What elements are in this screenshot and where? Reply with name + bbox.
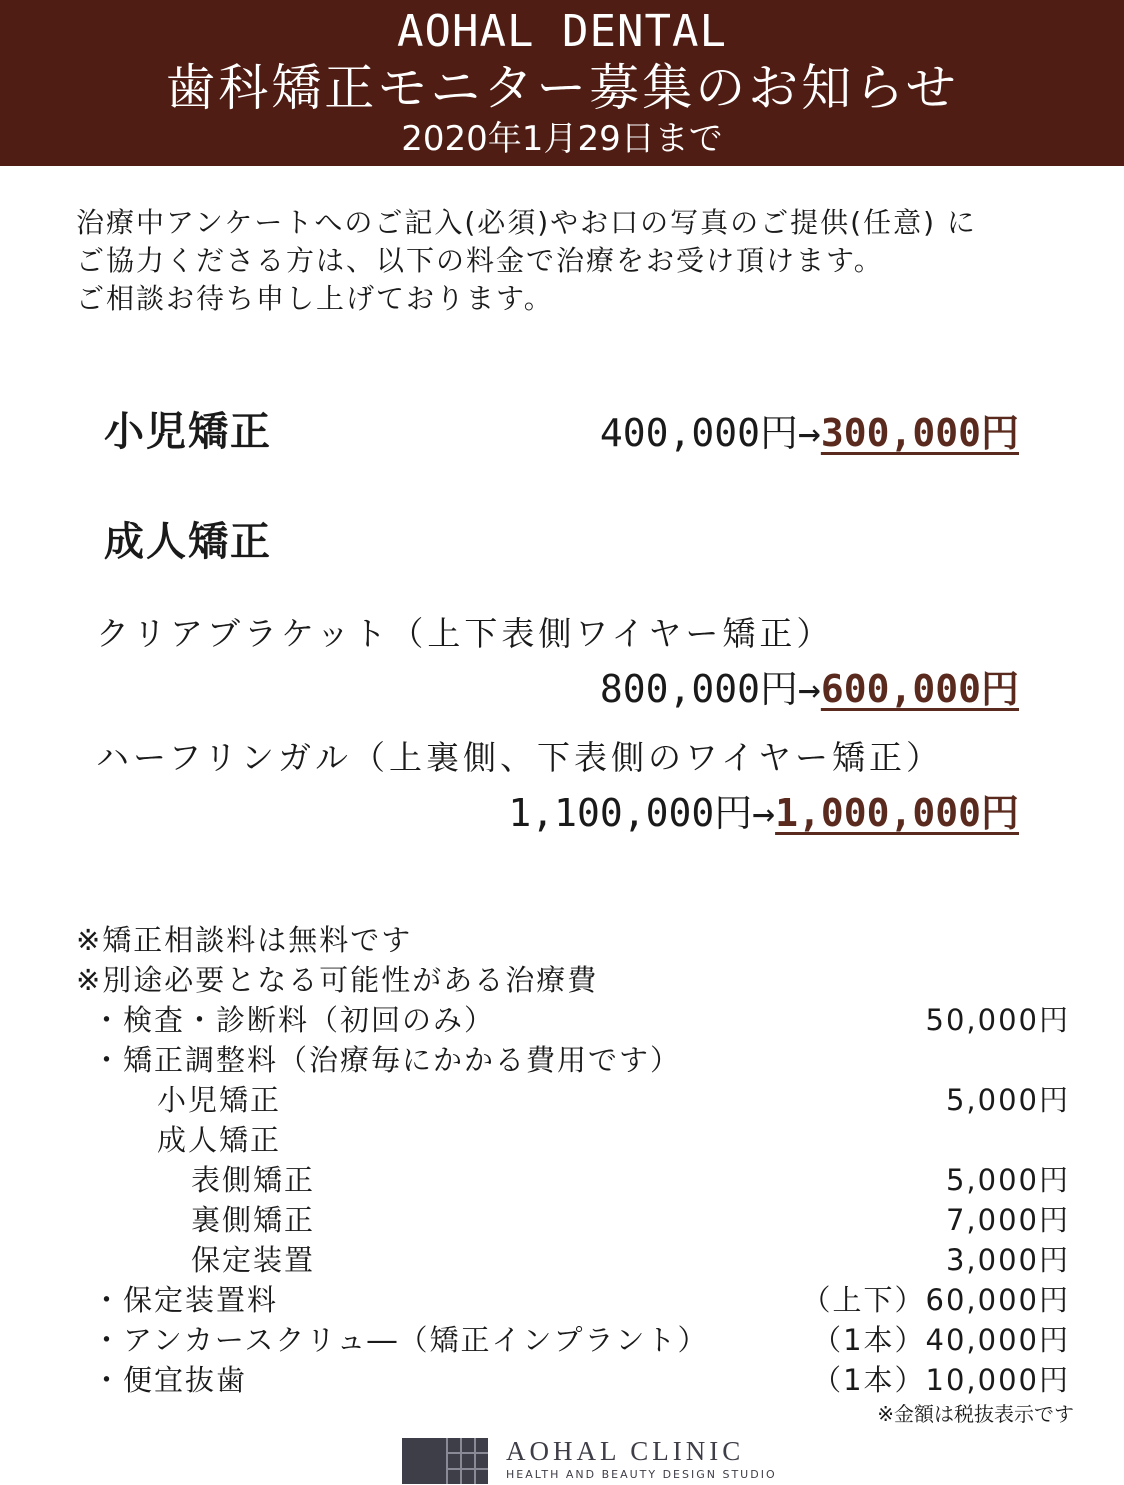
tax-note: ※金額は税抜表示です: [877, 1402, 1074, 1426]
pediatric-heading: 小児矯正: [104, 409, 272, 455]
page-title: 歯科矯正モニター募集のお知らせ: [165, 59, 959, 117]
intro-text: [76, 204, 977, 318]
fee-row: [0, 998, 1124, 1038]
fee-row: [0, 1118, 1124, 1158]
intro-line: ご協力くださる方は、以下の料金で治療をお受け頂けます。: [76, 244, 884, 277]
fee-label: ・アンカースクリュ―（矯正インプラント）: [92, 1323, 709, 1357]
fee-label: 裏側矯正: [191, 1203, 316, 1237]
deadline-date: 2020年1月29日まで: [401, 119, 723, 159]
fee-label: ・保定装置料: [92, 1283, 279, 1317]
clinic-tagline: HEALTH AND BEAUTY DESIGN STUDIO: [506, 1468, 777, 1481]
note-free-consultation: ※矯正相談料は無料です: [76, 923, 413, 957]
fee-label: ・矯正調整料（治療毎にかかる費用です）: [92, 1043, 682, 1077]
clear-bracket-price: [600, 658, 1019, 713]
fee-amount: 3,000円: [945, 1243, 1070, 1277]
half-lingual-label: ハーフリンガル（上裏側、下表側のワイヤー矯正）: [96, 738, 944, 777]
fee-label: 保定装置: [191, 1243, 316, 1277]
fee-amount: （1本）10,000円: [812, 1363, 1070, 1397]
pediatric-price: [600, 402, 1019, 457]
footer-logo: [402, 1436, 787, 1484]
fee-label: 成人矯正: [157, 1123, 282, 1157]
new-price: 300,000円: [820, 411, 1019, 455]
intro-line: 治療中アンケートへのご記入(必須)やお口の写真のご提供(任意) に: [76, 206, 977, 239]
fee-label: ・検査・診断料（初回のみ）: [92, 1003, 496, 1037]
fee-row: [0, 1198, 1124, 1238]
header-banner: [0, 0, 1124, 166]
adult-heading: 成人矯正: [104, 519, 272, 565]
brand-name: AOHAL DENTAL: [397, 6, 727, 57]
fee-row: [0, 1238, 1124, 1278]
fee-amount: 50,000円: [925, 1003, 1070, 1037]
fee-label: 小児矯正: [157, 1083, 282, 1117]
fee-row: [0, 1318, 1124, 1358]
old-price: 800,000円→: [599, 667, 821, 711]
intro-line: ご相談お待ち申し上げております。: [76, 282, 554, 315]
clinic-logo-icon: [402, 1438, 488, 1484]
fee-amount: 5,000円: [945, 1083, 1070, 1117]
note-extra-fees: ※別途必要となる可能性がある治療費: [76, 963, 599, 997]
new-price: 1,000,000円: [775, 791, 1019, 835]
new-price: 600,000円: [820, 667, 1019, 711]
fee-row: [0, 1038, 1124, 1078]
fee-amount: （上下）60,000円: [801, 1283, 1070, 1317]
fee-label: 表側矯正: [191, 1163, 316, 1197]
fee-row: [0, 1158, 1124, 1198]
old-price: 400,000円→: [599, 411, 821, 455]
old-price: 1,100,000円→: [508, 791, 776, 835]
fee-label: ・便宜抜歯: [92, 1363, 248, 1397]
clear-bracket-label: クリアブラケット（上下表側ワイヤー矯正）: [96, 614, 834, 653]
fee-amount: 7,000円: [945, 1203, 1070, 1237]
clinic-name: AOHAL CLINIC: [506, 1436, 745, 1466]
fee-amount: （1本）40,000円: [812, 1323, 1070, 1357]
fee-row: [0, 1078, 1124, 1118]
half-lingual-price: [508, 782, 1019, 837]
fee-amount: 5,000円: [945, 1163, 1070, 1197]
fee-row: [0, 1358, 1124, 1398]
fee-row: [0, 1278, 1124, 1318]
